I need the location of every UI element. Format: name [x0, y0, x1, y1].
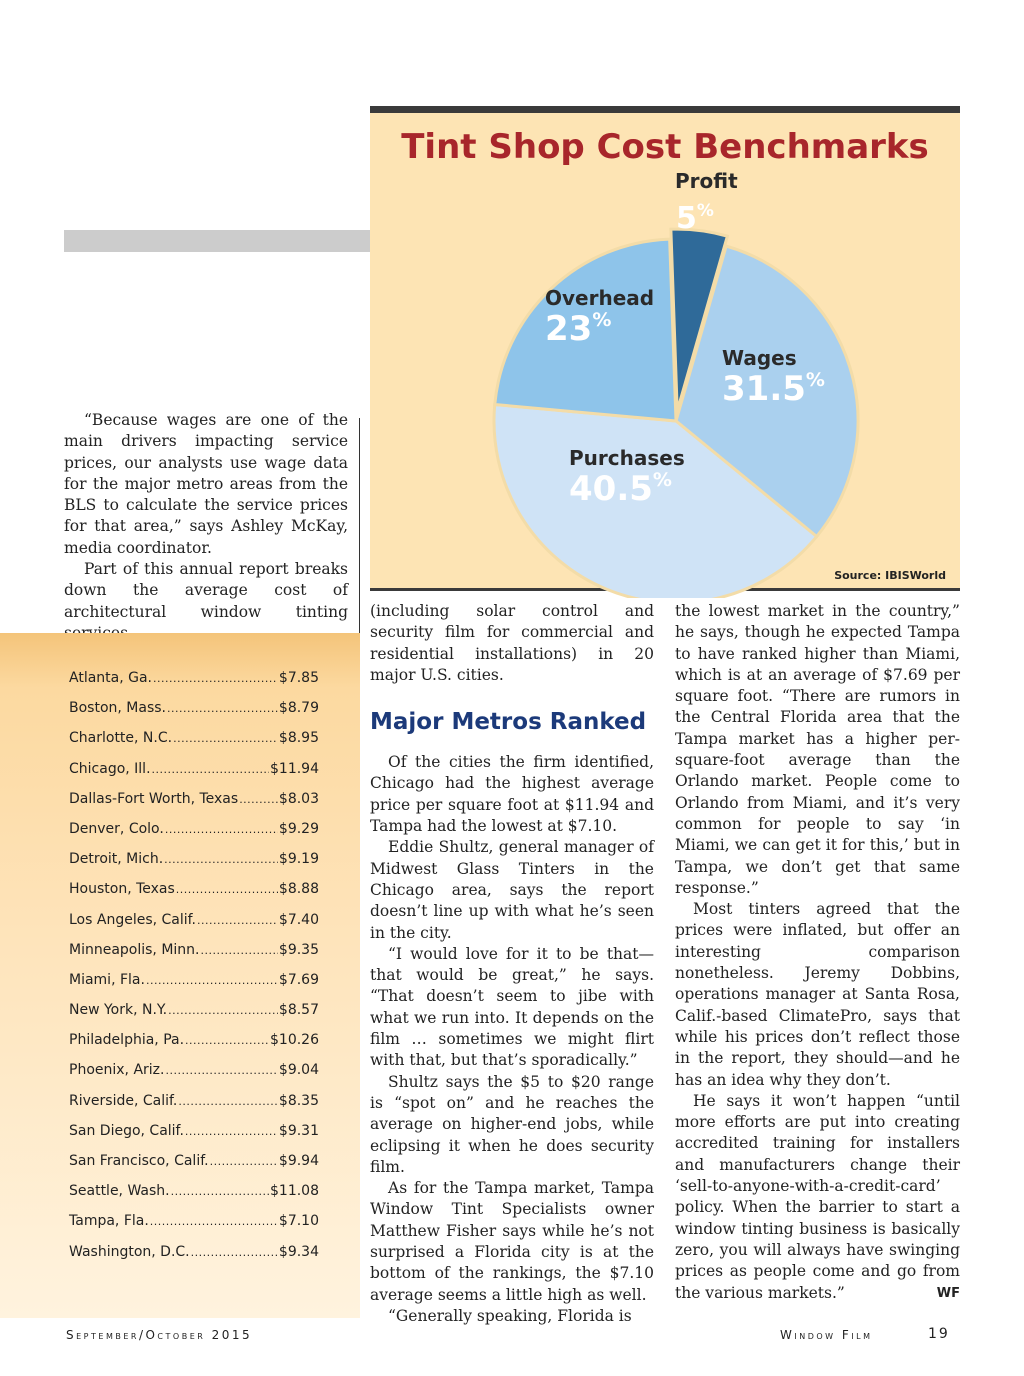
- list-item: [69, 1183, 319, 1213]
- chart-title: Tint Shop Cost Benchmarks: [401, 127, 929, 167]
- paragraph: [675, 1091, 960, 1304]
- city-name: Atlanta, Ga.: [69, 670, 153, 686]
- list-item: [69, 851, 319, 881]
- list-item: [69, 700, 319, 730]
- percent-sign: %: [696, 201, 714, 221]
- paragraph: Eddie Shultz, general manager of Midwest Glass Tinters in the Chicago area, says the report doesn’t line up with what he’s seen in the city.: [370, 838, 654, 942]
- city-price: $8.03: [278, 790, 319, 807]
- city-price: $11.94: [270, 760, 319, 777]
- paragraph: “Because wages are one of the main drivers impacting service prices, our analysts use wage data for the major metro areas from the BLS to calculate the service prices for that area,” says Ashley McKay, media coordinator.: [64, 411, 348, 557]
- list-item: [69, 670, 319, 700]
- leader-dots: [197, 914, 278, 927]
- leader-dots: [150, 1215, 278, 1228]
- leader-dots: [201, 944, 278, 957]
- list-item: [69, 1062, 319, 1092]
- city-price: $8.57: [278, 1002, 319, 1019]
- list-item: [69, 942, 319, 972]
- list-item: [69, 1244, 319, 1274]
- slice-label-profit: Profit: [675, 169, 738, 193]
- page-number: 19: [928, 1326, 950, 1342]
- leader-dots: [191, 1246, 278, 1259]
- city-name: Dallas-Fort Worth, Texas: [69, 790, 239, 807]
- city-price: $9.29: [278, 820, 319, 837]
- list-item: [69, 1032, 319, 1062]
- city-name: Miami, Fla.: [69, 971, 145, 988]
- paragraph: (including solar control and security film for commercial and residential installations) in 20 major U.S. cities.: [370, 602, 654, 684]
- leader-dots: [185, 1125, 278, 1138]
- city-price: $8.79: [278, 700, 319, 717]
- leader-dots: [165, 1064, 277, 1077]
- paragraph: Most tinters agreed that the prices were inflated, but offer an interesting comparison nonetheless. Jeremy Dobbins, operations manager at Santa Rosa, Calif.-based ClimatePro, says that while his prices don’t reflect those in the report, they should—and he has an idea why they don’t.: [675, 900, 960, 1089]
- city-price: $7.85: [278, 670, 319, 686]
- leader-dots: [167, 702, 278, 715]
- list-item: [69, 972, 319, 1002]
- footer-issue: September/October 2015: [66, 1328, 253, 1342]
- city-name: Los Angeles, Calif.: [69, 911, 197, 928]
- leader-dots: [153, 672, 278, 685]
- leader-dots: [152, 763, 269, 776]
- middle-text-column: [370, 601, 654, 1327]
- leader-dots: [176, 883, 278, 896]
- paragraph: Part of this annual report breaks down the average cost of architectural window tinting: [64, 560, 348, 621]
- leader-dots: [185, 1034, 269, 1047]
- list-item: [69, 1002, 319, 1032]
- city-price: $8.88: [278, 881, 319, 898]
- city-price: $9.04: [278, 1062, 319, 1079]
- city-name: Detroit, Mich.: [69, 851, 164, 868]
- percent-sign: %: [805, 369, 825, 391]
- city-price: $9.34: [278, 1243, 319, 1260]
- city-price: $10.26: [270, 1032, 319, 1049]
- list-item: [69, 821, 319, 851]
- leader-dots: [171, 1185, 269, 1198]
- slice-label-purchases: Purchases: [569, 446, 685, 470]
- left-text-column: [64, 410, 348, 644]
- city-name: Phoenix, Ariz.: [69, 1062, 165, 1079]
- price-list: [69, 670, 319, 1274]
- list-item: [69, 912, 319, 942]
- city-price: $9.31: [278, 1122, 319, 1139]
- slice-label-overhead: Overhead: [545, 286, 655, 310]
- city-name: Washington, D.C.: [69, 1243, 190, 1260]
- footer-magazine: Window Film: [780, 1328, 873, 1342]
- city-price: $7.69: [278, 971, 319, 988]
- list-item: [69, 1093, 319, 1123]
- leader-dots: [239, 793, 278, 806]
- leader-dots: [165, 823, 278, 836]
- leader-dots: [146, 974, 278, 987]
- leader-dots: [210, 1155, 278, 1168]
- list-item: [69, 1153, 319, 1183]
- city-name: San Francisco, Calif.: [69, 1153, 209, 1169]
- list-item: [69, 730, 319, 760]
- city-price: $9.19: [278, 851, 319, 868]
- end-mark: WF: [936, 1285, 960, 1301]
- leader-dots: [178, 1095, 278, 1108]
- city-price: $9.94: [278, 1153, 319, 1169]
- city-name: Boston, Mass.: [69, 700, 166, 717]
- city-name: San Diego, Calif.: [69, 1122, 184, 1139]
- city-name: Minneapolis, Minn.: [69, 941, 200, 958]
- paragraph: “Generally speaking, Florida is: [388, 1306, 632, 1325]
- gray-header-bar: [64, 230, 370, 252]
- paragraph: Of the cities the firm identified, Chicago had the highest average price per square foot at $11.94 and Tampa had the lowest at $7.10.: [370, 753, 654, 836]
- paragraph: Shultz says the $5 to $20 range is “spot on” and he reaches the average on higher-end jobs, while eclipsing it when he does security film.: [370, 1072, 654, 1176]
- percent-sign: %: [652, 469, 672, 491]
- city-name: Denver, Colo.: [69, 820, 164, 837]
- city-name: Seattle, Wash.: [69, 1183, 170, 1200]
- leader-dots: [173, 732, 278, 745]
- list-item: [69, 1123, 319, 1153]
- percent-sign: %: [592, 309, 612, 331]
- pie-chart-panel: [370, 106, 960, 591]
- city-price: $8.35: [278, 1092, 319, 1109]
- chart-source: Source: IBISWorld: [834, 569, 946, 582]
- paragraph: the lowest market in the country,” he says, though he expected Tampa to have ranked higher than Miami, which is at an average of $7.69 per square foot. “There are rumors in the Central Florida area that the Tampa market has a higher per-square-foot average than the Orlando market. People come to Orlando from Miami, and it’s very common for people to say ‘in Miami, we can get it for this,’ but in Tampa, we don’t get that same response.”: [675, 602, 960, 897]
- city-price: $11.08: [270, 1183, 319, 1200]
- city-name: New York, N.Y.: [69, 1002, 168, 1019]
- city-name: Charlotte, N.C.: [69, 730, 173, 747]
- slice-label-wages: Wages: [722, 346, 797, 370]
- list-item: [69, 761, 319, 791]
- city-name: Philadelphia, Pa.: [69, 1032, 185, 1049]
- city-name: Riverside, Calif.: [69, 1092, 178, 1109]
- leader-dots: [164, 853, 278, 866]
- leader-dots: [168, 1004, 278, 1017]
- city-price: $7.10: [278, 1213, 319, 1230]
- right-text-column: [675, 601, 960, 1304]
- slice-value-number: 40.5: [569, 469, 653, 509]
- slice-value-number: 31.5: [722, 369, 806, 409]
- city-price: $9.35: [278, 941, 319, 958]
- city-name: Chicago, Ill.: [69, 760, 151, 777]
- paragraph-text: He says it won’t happen “until more efforts are put into creating accredited training for installers and manufacturers change their ‘sell-to-anyone-with-a-credit-card’ policy. When the barrier to start a window tinting business is basically zero, you will always have swinging prices as people come and go from the various markets.”: [675, 1091, 960, 1302]
- list-item: [69, 881, 319, 911]
- paragraph: “I would love for it to be that—that would be great,” he says. “That doesn’t seem to jibe with what we run into. It depends on the film … sometimes we might flirt with that, but that’s sporadically.”: [370, 944, 654, 1070]
- city-name: Houston, Texas: [69, 881, 175, 898]
- slice-value-number: 5: [676, 201, 697, 236]
- city-price: $7.40: [278, 911, 319, 928]
- paragraph: As for the Tampa market, Tampa Window Tint Specialists owner Matthew Fisher says while he’s not surprised a Florida city is at the bottom of the rankings, the $7.10 average seems a little high as well.: [370, 1179, 654, 1304]
- section-heading: Major Metros Ranked: [370, 709, 647, 736]
- pie-chart: [370, 113, 960, 598]
- list-item: [69, 1213, 319, 1243]
- city-name: Tampa, Fla.: [69, 1213, 149, 1230]
- list-item: [69, 791, 319, 821]
- city-price: $8.95: [278, 730, 319, 747]
- slice-value-number: 23: [545, 309, 593, 349]
